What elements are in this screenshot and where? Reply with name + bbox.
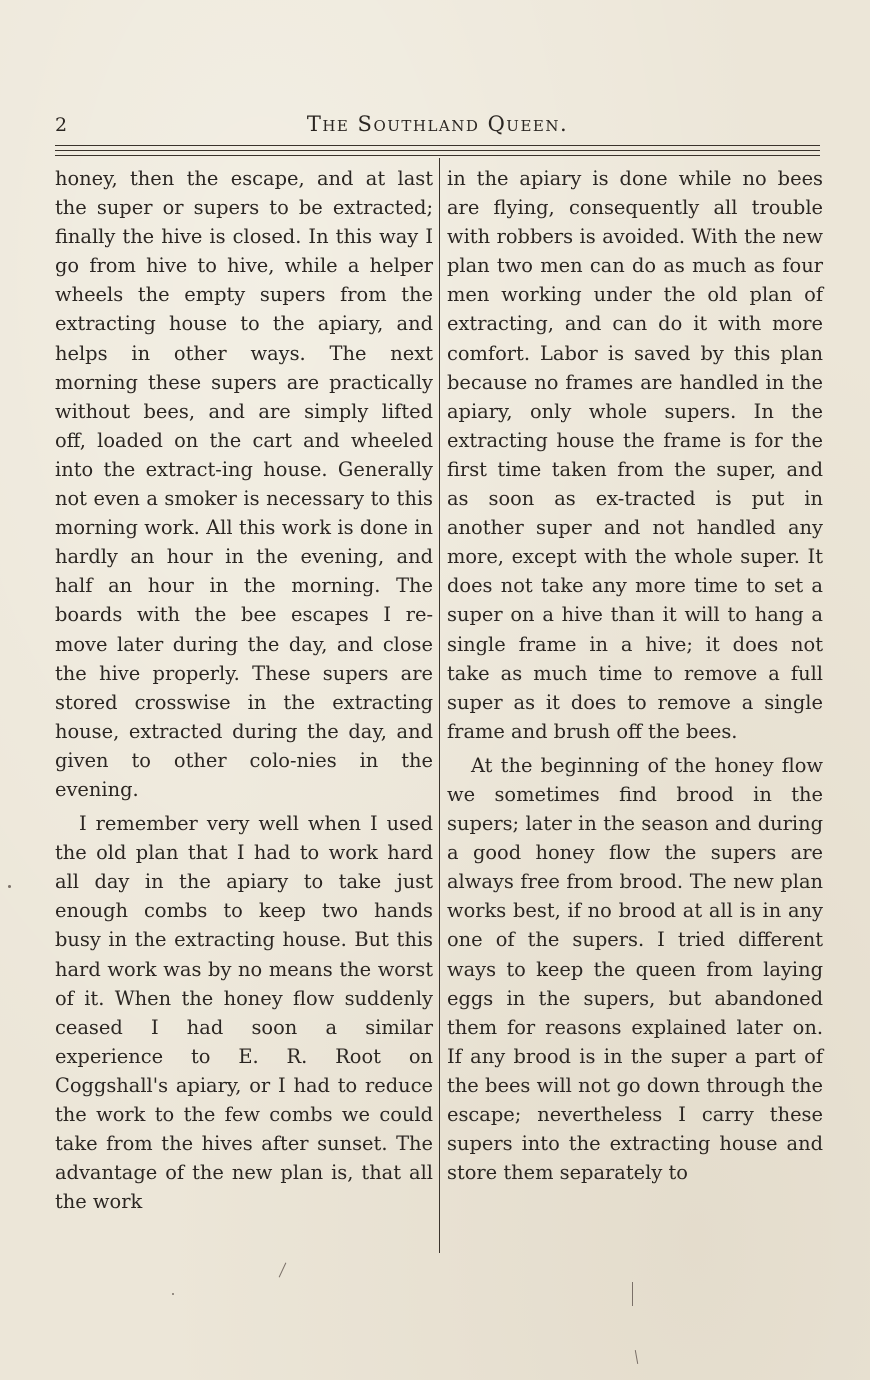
- header-rule-bottom: [55, 155, 820, 156]
- header-rule-top: [55, 145, 820, 146]
- right-paragraph-2: At the beginning of the honey flow we sometimes find brood in the supers; later in the season and during a good honey flow the supers are always free from brood. The new plan works best, if no brood at all is in any one of the supers. I tried different ways to keep the queen from laying eggs in the supers, but abandoned them for reasons explained later on. If any brood is in the super a part of the bees will not go down through the escape; nevertheless I carry these supers into the extracting house and store them separately to: [447, 753, 823, 1185]
- running-header: [55, 112, 820, 142]
- page-number: 2: [55, 114, 68, 136]
- paper-scratch: [632, 1282, 633, 1306]
- column-divider: [439, 158, 440, 1253]
- right-paragraph-1: in the apiary is done while no bees are flying, consequently all trouble with robbers is avoided. With the new plan two men can do as much as four men working under the old plan of extracting, and can do it with more comfort. Labor is saved by this plan because no frames are handled in the apiary, only whole supers. In the extracting house the frame is for the first time taken from the super, and as soon as ex-tracted is put in another super and not handled any more, except with the whole super. It does not take any more time to set a super on a hive than it will to hang a single frame in a hive; it does not take as much time to remove a full super as it does to remove a single frame and brush off the bees.: [447, 167, 823, 743]
- paper-speck: [8, 885, 11, 888]
- header-rule-middle: [55, 150, 820, 151]
- left-paragraph-1: honey, then the escape, and at last the super or supers to be extracted; finally the hive is closed. In this way I go from hive to hive, while a helper wheels the empty supers from the extracting house to the apiary, and helps in other ways. The next morning these supers are practically without bees, and are simply lifted off, loaded on the cart and wheeled into the extract-ing house. Generally not even a smoker is necessary to this morning work. All this work is done in hardly an hour in the evening, and half an hour in the morning. The boards with the bee escapes I re-move later during the day, and close the hive properly. These supers are stored crosswise in the extracting house, extracted during the day, and given to other colo-nies in the evening.: [55, 167, 433, 801]
- left-paragraph-2: I remember very well when I used the old plan that I had to work hard all day in the apiary to take just enough combs to keep two hands busy in the extracting house. But this hard work was by no means the worst of it. When the honey flow suddenly ceased I had soon a similar experience to E. R. Root on Coggshall's apiary, or I had to reduce the work to the few combs we could take from the hives after sunset. The advantage of the new plan is, that all the work: [55, 812, 433, 1214]
- paper-scratch: [635, 1350, 638, 1364]
- paper-speck: [172, 1293, 174, 1295]
- right-column: [447, 164, 823, 1187]
- paper-scratch: [279, 1263, 287, 1278]
- journal-title: The Southland Queen.: [306, 112, 569, 136]
- left-column: [55, 164, 433, 1216]
